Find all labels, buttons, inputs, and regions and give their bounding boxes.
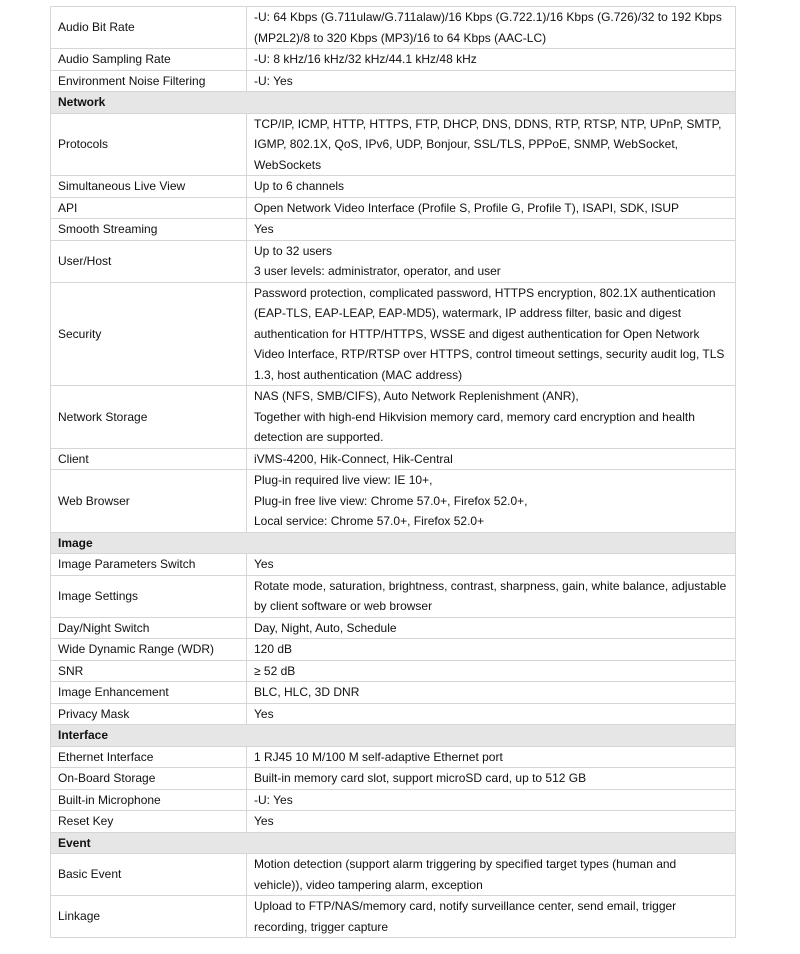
spec-value	[247, 854, 736, 896]
spec-value-line: NAS (NFS, SMB/CIFS), Auto Network Replenishment (ANR),	[254, 389, 579, 403]
spec-row	[51, 282, 736, 386]
spec-label: Simultaneous Live View	[51, 176, 247, 198]
spec-value	[247, 660, 736, 682]
spec-value-line: Day, Night, Auto, Schedule	[254, 620, 397, 635]
spec-row	[51, 113, 736, 176]
spec-row	[51, 703, 736, 725]
spec-value-line: Motion detection (support alarm triggering by specified target types (human and vehicle)), video tampering alarm, exception	[254, 857, 677, 892]
spec-row	[51, 386, 736, 449]
spec-value-line: Rotate mode, saturation, brightness, contrast, sharpness, gain, white balance, adjustable by client software or web browser	[254, 578, 727, 613]
spec-value-line: Local service: Chrome 57.0+, Firefox 52.0+	[254, 514, 485, 528]
spec-row	[51, 197, 736, 219]
spec-label: Ethernet Interface	[51, 746, 247, 768]
spec-label: Wide Dynamic Range (WDR)	[51, 639, 247, 661]
section-header-row	[51, 92, 736, 114]
spec-value-line: TCP/IP, ICMP, HTTP, HTTPS, FTP, DHCP, DNS, DDNS, RTP, RTSP, NTP, UPnP, SMTP, IGMP, 802.1X, QoS, IPv6, UDP, Bonjour, SSL/TLS, PPPoE, SNMP, WebSocket, WebSockets	[254, 116, 722, 172]
spec-row	[51, 448, 736, 470]
spec-label: SNR	[51, 660, 247, 682]
spec-table-body	[51, 7, 736, 938]
spec-value	[247, 240, 736, 282]
spec-value-line: Upload to FTP/NAS/memory card, notify surveillance center, send email, trigger recording, trigger capture	[254, 899, 677, 934]
spec-label: Linkage	[51, 896, 247, 938]
spec-value	[247, 746, 736, 768]
section-title: Network	[51, 92, 736, 114]
section-header-row	[51, 725, 736, 747]
spec-value-line: -U: Yes	[254, 73, 293, 88]
spec-row	[51, 240, 736, 282]
spec-row	[51, 7, 736, 49]
spec-value	[247, 7, 736, 49]
spec-value	[247, 639, 736, 661]
spec-value-line: Yes	[254, 222, 274, 236]
spec-value	[247, 575, 736, 617]
spec-value	[247, 113, 736, 176]
spec-value	[247, 176, 736, 198]
spec-label: Smooth Streaming	[51, 219, 247, 241]
spec-value	[247, 768, 736, 790]
spec-value-line: Open Network Video Interface (Profile S, Profile G, Profile T), ISAPI, SDK, ISUP	[254, 200, 680, 215]
spec-value-line: Built-in memory card slot, support microSD card, up to 512 GB	[254, 771, 587, 785]
spec-value-line: 1 RJ45 10 M/100 M self-adaptive Ethernet port	[254, 749, 503, 764]
spec-value-line: Plug-in required live view: IE 10+,	[254, 473, 433, 487]
section-header-row	[51, 532, 736, 554]
spec-value-line: Up to 6 channels	[254, 179, 345, 193]
spec-value-line: BLC, HLC, 3D DNR	[254, 685, 360, 699]
spec-row	[51, 575, 736, 617]
spec-value	[247, 703, 736, 725]
spec-value	[247, 49, 736, 71]
spec-row	[51, 470, 736, 533]
spec-value	[247, 682, 736, 704]
section-title: Event	[51, 832, 736, 854]
spec-row	[51, 617, 736, 639]
spec-label: Client	[51, 448, 247, 470]
section-title: Interface	[51, 725, 736, 747]
spec-value-line: Plug-in free live view: Chrome 57.0+, Firefox 52.0+,	[254, 493, 528, 508]
spec-label: Image Enhancement	[51, 682, 247, 704]
spec-value-line: 120 dB	[254, 642, 293, 656]
spec-value-line: iVMS-4200, Hik-Connect, Hik-Central	[254, 451, 453, 466]
spec-row	[51, 811, 736, 833]
spec-value-line: -U: 8 kHz/16 kHz/32 kHz/44.1 kHz/48 kHz	[254, 52, 477, 66]
spec-value-line: Yes	[254, 814, 274, 828]
spec-value-line: Yes	[254, 557, 274, 571]
spec-value	[247, 789, 736, 811]
spec-label: Network Storage	[51, 386, 247, 449]
spec-label: Protocols	[51, 113, 247, 176]
spec-value	[247, 197, 736, 219]
spec-value	[247, 617, 736, 639]
spec-label: API	[51, 197, 247, 219]
spec-label: Built-in Microphone	[51, 789, 247, 811]
spec-value	[247, 811, 736, 833]
spec-value-line: Password protection, complicated password, HTTPS encryption, 802.1X authentication (EAP-TLS, EAP-LEAP, EAP-MD5), watermark, IP address filter, basic and digest authentication for HTTP/HTTPS, WSSE and digest authentication for Open Network Video Interface, RTP/RTSP over HTTPS, control timeout settings, security audit log, TLS 1.3, host authentication (MAC address)	[254, 285, 725, 382]
spec-value-line: -U: Yes	[254, 792, 293, 807]
spec-value	[247, 282, 736, 386]
spec-table	[50, 6, 736, 938]
spec-row	[51, 789, 736, 811]
spec-label: Environment Noise Filtering	[51, 70, 247, 92]
spec-label: Image Parameters Switch	[51, 554, 247, 576]
spec-label: Privacy Mask	[51, 703, 247, 725]
spec-value-line: -U: 64 Kbps (G.711ulaw/G.711alaw)/16 Kbps (G.722.1)/16 Kbps (G.726)/32 to 192 Kbps (MP2L2)/8 to 320 Kbps (MP3)/16 to 64 Kbps (AAC-LC)	[254, 10, 722, 45]
section-title: Image	[51, 532, 736, 554]
spec-value	[247, 70, 736, 92]
spec-row	[51, 896, 736, 938]
spec-label: Web Browser	[51, 470, 247, 533]
spec-row	[51, 682, 736, 704]
spec-value	[247, 896, 736, 938]
spec-label: Day/Night Switch	[51, 617, 247, 639]
spec-label: Audio Sampling Rate	[51, 49, 247, 71]
spec-label: Basic Event	[51, 854, 247, 896]
section-header-row	[51, 832, 736, 854]
spec-label: On-Board Storage	[51, 768, 247, 790]
spec-value	[247, 470, 736, 533]
spec-row	[51, 746, 736, 768]
spec-row	[51, 70, 736, 92]
spec-row	[51, 768, 736, 790]
spec-value	[247, 554, 736, 576]
spec-row	[51, 854, 736, 896]
spec-row	[51, 176, 736, 198]
spec-row	[51, 660, 736, 682]
spec-label: Audio Bit Rate	[51, 7, 247, 49]
spec-value-line: ≥ 52 dB	[254, 663, 296, 678]
spec-value	[247, 219, 736, 241]
spec-row	[51, 219, 736, 241]
spec-value	[247, 448, 736, 470]
spec-value-line: Up to 32 users	[254, 243, 333, 258]
spec-label: Image Settings	[51, 575, 247, 617]
spec-value-line: Yes	[254, 706, 274, 721]
spec-row	[51, 554, 736, 576]
spec-row	[51, 639, 736, 661]
spec-label: Reset Key	[51, 811, 247, 833]
spec-value-line: Together with high-end Hikvision memory card, memory card encryption and health detection are supported.	[254, 409, 695, 444]
spec-label: User/Host	[51, 240, 247, 282]
spec-value-line: 3 user levels: administrator, operator, and user	[254, 264, 501, 278]
spec-row	[51, 49, 736, 71]
spec-value	[247, 386, 736, 449]
spec-label: Security	[51, 282, 247, 386]
